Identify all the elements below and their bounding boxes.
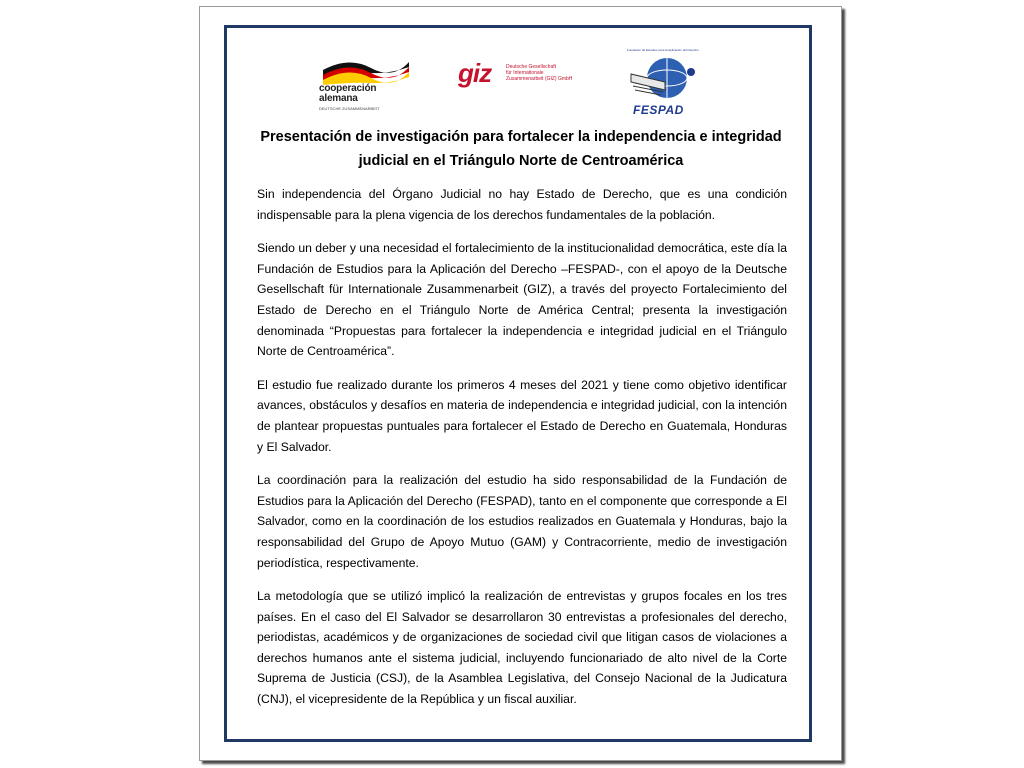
fespad-wordmark: FESPAD — [633, 103, 684, 117]
paragraph: La metodología que se utilizó implicó la realización de entrevistas y grupos focales en los tres países. En el caso del El Salvador se desarrollaron 30 entrevistas a profesionales del derecho, periodistas, académicos y de organizaciones de sociedad civil que litigan casos de violaciones a derechos humanos ante el sistema judicial, incluyendo funcionariado de alto nivel de la Corte Suprema de Justicia (CSJ), de la Asamblea Legislativa, del Consejo Nacional de la Judicatura (CNJ), el vicepresidente de la República y un fiscal auxiliar. — [257, 589, 787, 707]
giz-desc-line1: Deutsche Gesellschaft — [506, 64, 557, 70]
german-flag-wave-icon — [319, 56, 411, 86]
giz-desc-line3: Zusammenarbeit (GIZ) GmbH — [506, 76, 573, 82]
giz-wordmark: giz — [458, 58, 492, 88]
page-border-frame — [224, 25, 812, 742]
fespad-tagline: Fundación de Estudios para la Aplicación del Derecho — [627, 48, 699, 52]
paragraph: La coordinación para la realización del estudio ha sido responsabilidad de la Fundación de Estudios para la Aplicación del Derecho (FESPAD), tanto en el componente que corresponde a El Salvador, como en la coordinación de los estudios realizados en Guatemala y Honduras, bajo la responsabilidad del Grupo de Apoyo Mutuo (GAM) y Contracorriente, medio de investigación periodística, respectivamente. — [257, 473, 787, 570]
fespad-logo — [623, 48, 708, 120]
document-body — [257, 184, 787, 723]
document-page — [199, 6, 842, 761]
document-title: Presentación de investigación para fortalecer la independencia e integridad judicial en el Triángulo Norte de Centroamérica — [260, 129, 782, 169]
paragraph: El estudio fue realizado durante los primeros 4 meses del 2021 y tiene como objetivo identificar avances, obstáculos y desafíos en materia de independencia e integridad judicial, con la intención de plantear propuestas puntuales para fortalecer el Estado de Derecho en Guatemala, Honduras y El Salvador. — [257, 377, 787, 454]
paragraph: Siendo un deber y una necesidad el fortalecimiento de la institucionalidad democrática, este día la Fundación de Estudios para la Aplicación del Derecho –FESPAD-, con el apoyo de la Deutsche Gesellschaft für Internationale Zusammenarbeit (GIZ), a través del proyecto Fortalecimiento del Estado de Derecho en el Triángulo Norte de América Central; presenta la investigación denominada “Propuestas para fortalecer la independencia e integridad judicial en el Triángulo Norte de Centroamérica”. — [257, 241, 787, 359]
coop-line1: cooperación — [319, 83, 377, 94]
fespad-emblem-icon — [625, 52, 705, 104]
giz-desc-line2: für Internationale — [506, 70, 544, 76]
coop-line2: alemana — [319, 93, 358, 104]
coop-subtitle: DEUTSCHE ZUSAMMENARBEIT — [319, 106, 380, 111]
cooperacion-alemana-logo — [319, 56, 411, 116]
giz-logo — [454, 58, 584, 98]
paragraph: Sin independencia del Órgano Judicial no hay Estado de Derecho, que es una condición indispensable para la plena vigencia de los derechos fundamentales de la población. — [257, 187, 787, 222]
